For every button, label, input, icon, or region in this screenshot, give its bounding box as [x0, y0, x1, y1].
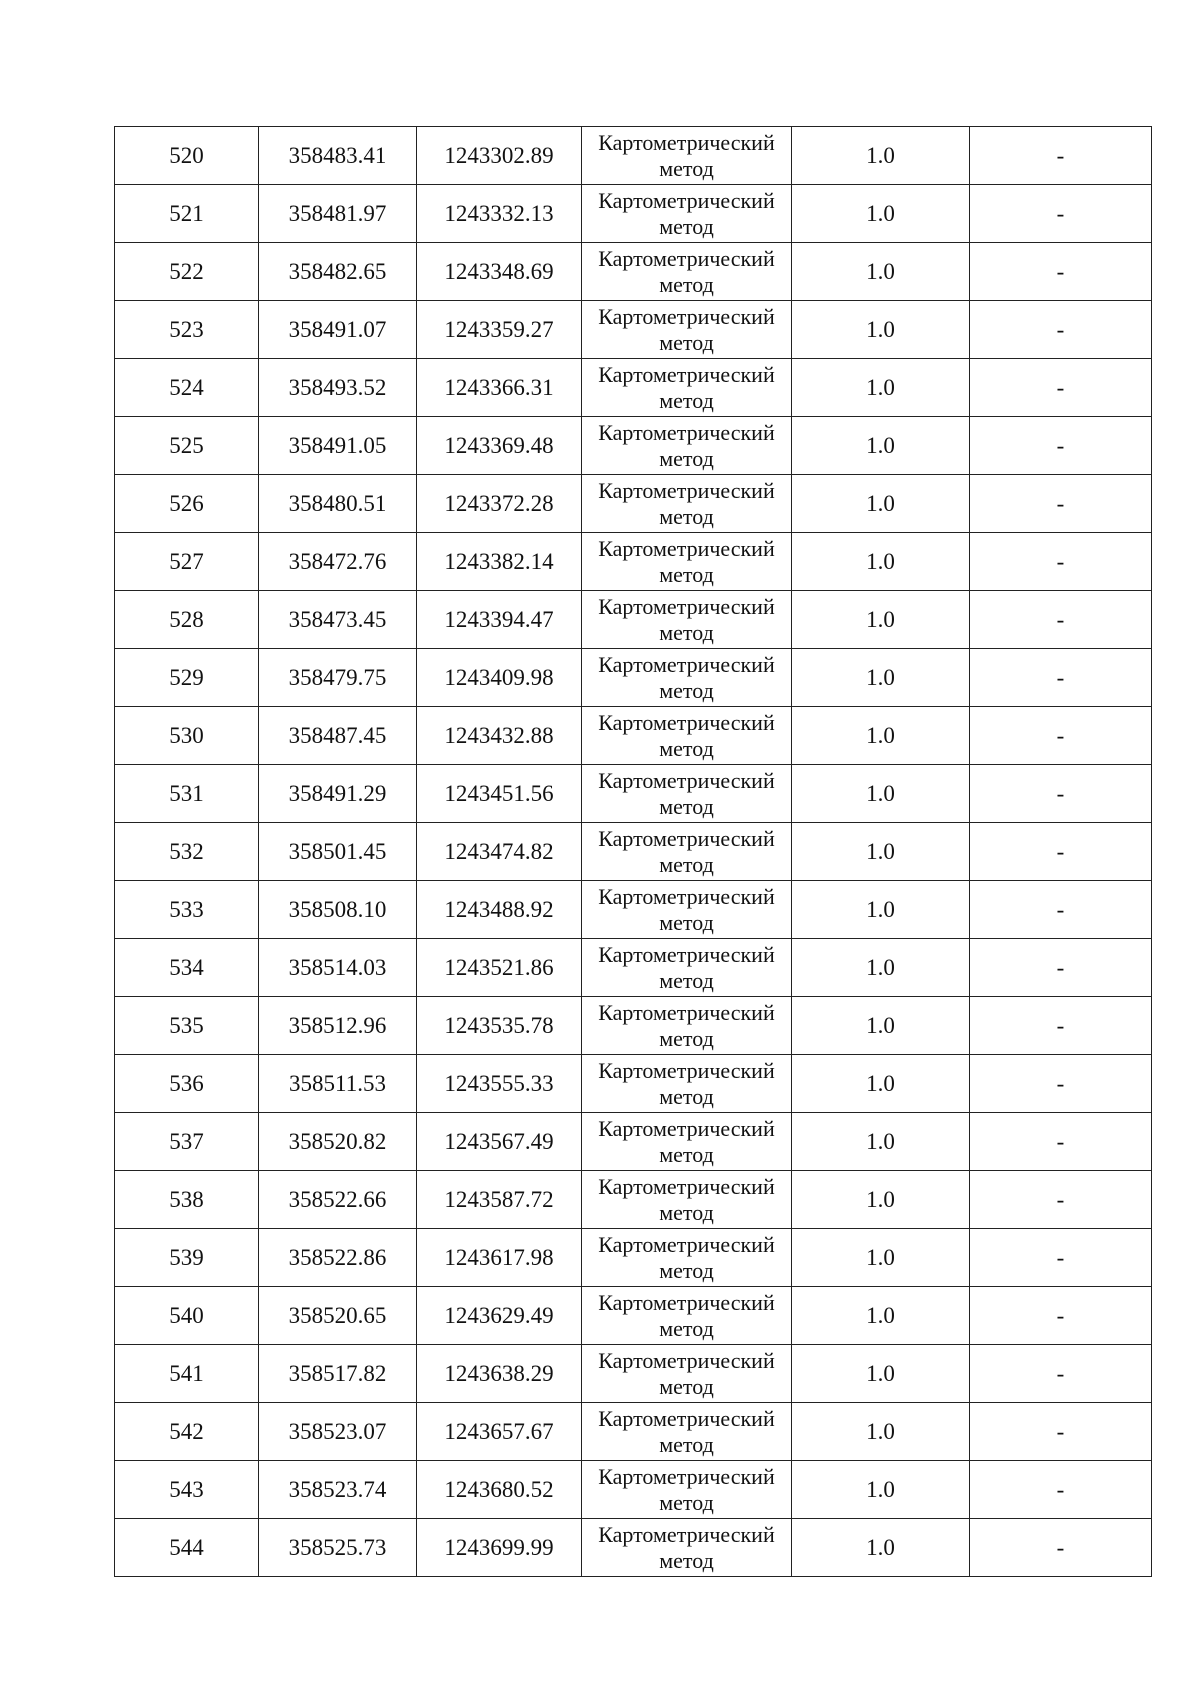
table-row [115, 1229, 1152, 1287]
x-coordinate-cell: 358511.53 [259, 1055, 417, 1113]
method-cell: Картометрический метод [582, 185, 792, 243]
y-coordinate-cell: 1243394.47 [417, 591, 582, 649]
x-coordinate-cell: 358473.45 [259, 591, 417, 649]
table-row [115, 997, 1152, 1055]
method-cell: Картометрический метод [582, 765, 792, 823]
note-cell: - [970, 591, 1152, 649]
note-cell: - [970, 1461, 1152, 1519]
accuracy-cell: 1.0 [792, 997, 970, 1055]
point-number-cell: 541 [115, 1345, 259, 1403]
note-cell: - [970, 1287, 1152, 1345]
note-cell: - [970, 1229, 1152, 1287]
x-coordinate-cell: 358493.52 [259, 359, 417, 417]
point-number-cell: 526 [115, 475, 259, 533]
method-cell: Картометрический метод [582, 359, 792, 417]
method-cell: Картометрический метод [582, 1055, 792, 1113]
x-coordinate-cell: 358479.75 [259, 649, 417, 707]
table-row [115, 1113, 1152, 1171]
x-coordinate-cell: 358501.45 [259, 823, 417, 881]
x-coordinate-cell: 358491.07 [259, 301, 417, 359]
note-cell: - [970, 881, 1152, 939]
table-row [115, 591, 1152, 649]
accuracy-cell: 1.0 [792, 1519, 970, 1577]
accuracy-cell: 1.0 [792, 475, 970, 533]
note-cell: - [970, 1403, 1152, 1461]
accuracy-cell: 1.0 [792, 533, 970, 591]
x-coordinate-cell: 358508.10 [259, 881, 417, 939]
y-coordinate-cell: 1243629.49 [417, 1287, 582, 1345]
accuracy-cell: 1.0 [792, 1345, 970, 1403]
method-cell: Картометрический метод [582, 1113, 792, 1171]
y-coordinate-cell: 1243474.82 [417, 823, 582, 881]
note-cell: - [970, 1113, 1152, 1171]
accuracy-cell: 1.0 [792, 1287, 970, 1345]
x-coordinate-cell: 358480.51 [259, 475, 417, 533]
y-coordinate-cell: 1243617.98 [417, 1229, 582, 1287]
accuracy-cell: 1.0 [792, 707, 970, 765]
note-cell: - [970, 1171, 1152, 1229]
y-coordinate-cell: 1243332.13 [417, 185, 582, 243]
table-row [115, 359, 1152, 417]
y-coordinate-cell: 1243535.78 [417, 997, 582, 1055]
y-coordinate-cell: 1243451.56 [417, 765, 582, 823]
note-cell: - [970, 997, 1152, 1055]
table-row [115, 649, 1152, 707]
method-cell: Картометрический метод [582, 301, 792, 359]
accuracy-cell: 1.0 [792, 417, 970, 475]
point-number-cell: 525 [115, 417, 259, 475]
accuracy-cell: 1.0 [792, 359, 970, 417]
table-row [115, 1171, 1152, 1229]
table-row [115, 475, 1152, 533]
table-row [115, 1345, 1152, 1403]
note-cell: - [970, 127, 1152, 185]
point-number-cell: 528 [115, 591, 259, 649]
point-number-cell: 527 [115, 533, 259, 591]
table-row [115, 939, 1152, 997]
table-row [115, 1055, 1152, 1113]
table-row [115, 1287, 1152, 1345]
table-row [115, 185, 1152, 243]
accuracy-cell: 1.0 [792, 939, 970, 997]
note-cell: - [970, 243, 1152, 301]
point-number-cell: 534 [115, 939, 259, 997]
point-number-cell: 524 [115, 359, 259, 417]
y-coordinate-cell: 1243699.99 [417, 1519, 582, 1577]
table-row [115, 127, 1152, 185]
x-coordinate-cell: 358523.07 [259, 1403, 417, 1461]
point-number-cell: 529 [115, 649, 259, 707]
method-cell: Картометрический метод [582, 1171, 792, 1229]
y-coordinate-cell: 1243348.69 [417, 243, 582, 301]
y-coordinate-cell: 1243302.89 [417, 127, 582, 185]
y-coordinate-cell: 1243359.27 [417, 301, 582, 359]
y-coordinate-cell: 1243587.72 [417, 1171, 582, 1229]
accuracy-cell: 1.0 [792, 301, 970, 359]
table-row [115, 243, 1152, 301]
table-row [115, 533, 1152, 591]
method-cell: Картометрический метод [582, 649, 792, 707]
point-number-cell: 520 [115, 127, 259, 185]
method-cell: Картометрический метод [582, 591, 792, 649]
accuracy-cell: 1.0 [792, 1055, 970, 1113]
x-coordinate-cell: 358512.96 [259, 997, 417, 1055]
table-row [115, 1519, 1152, 1577]
table-row [115, 301, 1152, 359]
y-coordinate-cell: 1243432.88 [417, 707, 582, 765]
x-coordinate-cell: 358491.05 [259, 417, 417, 475]
point-number-cell: 539 [115, 1229, 259, 1287]
x-coordinate-cell: 358525.73 [259, 1519, 417, 1577]
note-cell: - [970, 707, 1152, 765]
x-coordinate-cell: 358487.45 [259, 707, 417, 765]
point-number-cell: 522 [115, 243, 259, 301]
x-coordinate-cell: 358517.82 [259, 1345, 417, 1403]
note-cell: - [970, 823, 1152, 881]
y-coordinate-cell: 1243657.67 [417, 1403, 582, 1461]
point-number-cell: 535 [115, 997, 259, 1055]
table-row [115, 765, 1152, 823]
method-cell: Картометрический метод [582, 1461, 792, 1519]
method-cell: Картометрический метод [582, 475, 792, 533]
method-cell: Картометрический метод [582, 1287, 792, 1345]
accuracy-cell: 1.0 [792, 765, 970, 823]
method-cell: Картометрический метод [582, 997, 792, 1055]
x-coordinate-cell: 358523.74 [259, 1461, 417, 1519]
point-number-cell: 540 [115, 1287, 259, 1345]
accuracy-cell: 1.0 [792, 1229, 970, 1287]
method-cell: Картометрический метод [582, 1403, 792, 1461]
table-row [115, 707, 1152, 765]
method-cell: Картометрический метод [582, 1519, 792, 1577]
point-number-cell: 543 [115, 1461, 259, 1519]
x-coordinate-cell: 358522.86 [259, 1229, 417, 1287]
x-coordinate-cell: 358520.65 [259, 1287, 417, 1345]
accuracy-cell: 1.0 [792, 1113, 970, 1171]
accuracy-cell: 1.0 [792, 1403, 970, 1461]
method-cell: Картометрический метод [582, 881, 792, 939]
accuracy-cell: 1.0 [792, 881, 970, 939]
y-coordinate-cell: 1243366.31 [417, 359, 582, 417]
table-row [115, 881, 1152, 939]
point-number-cell: 537 [115, 1113, 259, 1171]
note-cell: - [970, 301, 1152, 359]
y-coordinate-cell: 1243521.86 [417, 939, 582, 997]
note-cell: - [970, 533, 1152, 591]
x-coordinate-cell: 358481.97 [259, 185, 417, 243]
accuracy-cell: 1.0 [792, 127, 970, 185]
method-cell: Картометрический метод [582, 1345, 792, 1403]
y-coordinate-cell: 1243638.29 [417, 1345, 582, 1403]
note-cell: - [970, 185, 1152, 243]
x-coordinate-cell: 358483.41 [259, 127, 417, 185]
x-coordinate-cell: 358520.82 [259, 1113, 417, 1171]
y-coordinate-cell: 1243555.33 [417, 1055, 582, 1113]
note-cell: - [970, 359, 1152, 417]
note-cell: - [970, 649, 1152, 707]
method-cell: Картометрический метод [582, 939, 792, 997]
table-row [115, 417, 1152, 475]
x-coordinate-cell: 358514.03 [259, 939, 417, 997]
x-coordinate-cell: 358491.29 [259, 765, 417, 823]
coordinates-table [114, 126, 1152, 1577]
table-row [115, 1461, 1152, 1519]
note-cell: - [970, 417, 1152, 475]
point-number-cell: 538 [115, 1171, 259, 1229]
accuracy-cell: 1.0 [792, 1171, 970, 1229]
x-coordinate-cell: 358482.65 [259, 243, 417, 301]
accuracy-cell: 1.0 [792, 649, 970, 707]
method-cell: Картометрический метод [582, 707, 792, 765]
method-cell: Картометрический метод [582, 823, 792, 881]
y-coordinate-cell: 1243409.98 [417, 649, 582, 707]
y-coordinate-cell: 1243488.92 [417, 881, 582, 939]
accuracy-cell: 1.0 [792, 185, 970, 243]
x-coordinate-cell: 358522.66 [259, 1171, 417, 1229]
point-number-cell: 521 [115, 185, 259, 243]
point-number-cell: 533 [115, 881, 259, 939]
note-cell: - [970, 1519, 1152, 1577]
table-row [115, 1403, 1152, 1461]
method-cell: Картометрический метод [582, 127, 792, 185]
method-cell: Картометрический метод [582, 243, 792, 301]
accuracy-cell: 1.0 [792, 823, 970, 881]
table-row [115, 823, 1152, 881]
accuracy-cell: 1.0 [792, 1461, 970, 1519]
coordinates-table-body [115, 127, 1152, 1577]
accuracy-cell: 1.0 [792, 591, 970, 649]
point-number-cell: 531 [115, 765, 259, 823]
y-coordinate-cell: 1243567.49 [417, 1113, 582, 1171]
y-coordinate-cell: 1243369.48 [417, 417, 582, 475]
y-coordinate-cell: 1243680.52 [417, 1461, 582, 1519]
x-coordinate-cell: 358472.76 [259, 533, 417, 591]
method-cell: Картометрический метод [582, 1229, 792, 1287]
accuracy-cell: 1.0 [792, 243, 970, 301]
y-coordinate-cell: 1243372.28 [417, 475, 582, 533]
method-cell: Картометрический метод [582, 533, 792, 591]
point-number-cell: 544 [115, 1519, 259, 1577]
point-number-cell: 523 [115, 301, 259, 359]
note-cell: - [970, 939, 1152, 997]
note-cell: - [970, 765, 1152, 823]
point-number-cell: 532 [115, 823, 259, 881]
note-cell: - [970, 1345, 1152, 1403]
point-number-cell: 530 [115, 707, 259, 765]
note-cell: - [970, 475, 1152, 533]
method-cell: Картометрический метод [582, 417, 792, 475]
point-number-cell: 542 [115, 1403, 259, 1461]
point-number-cell: 536 [115, 1055, 259, 1113]
note-cell: - [970, 1055, 1152, 1113]
y-coordinate-cell: 1243382.14 [417, 533, 582, 591]
